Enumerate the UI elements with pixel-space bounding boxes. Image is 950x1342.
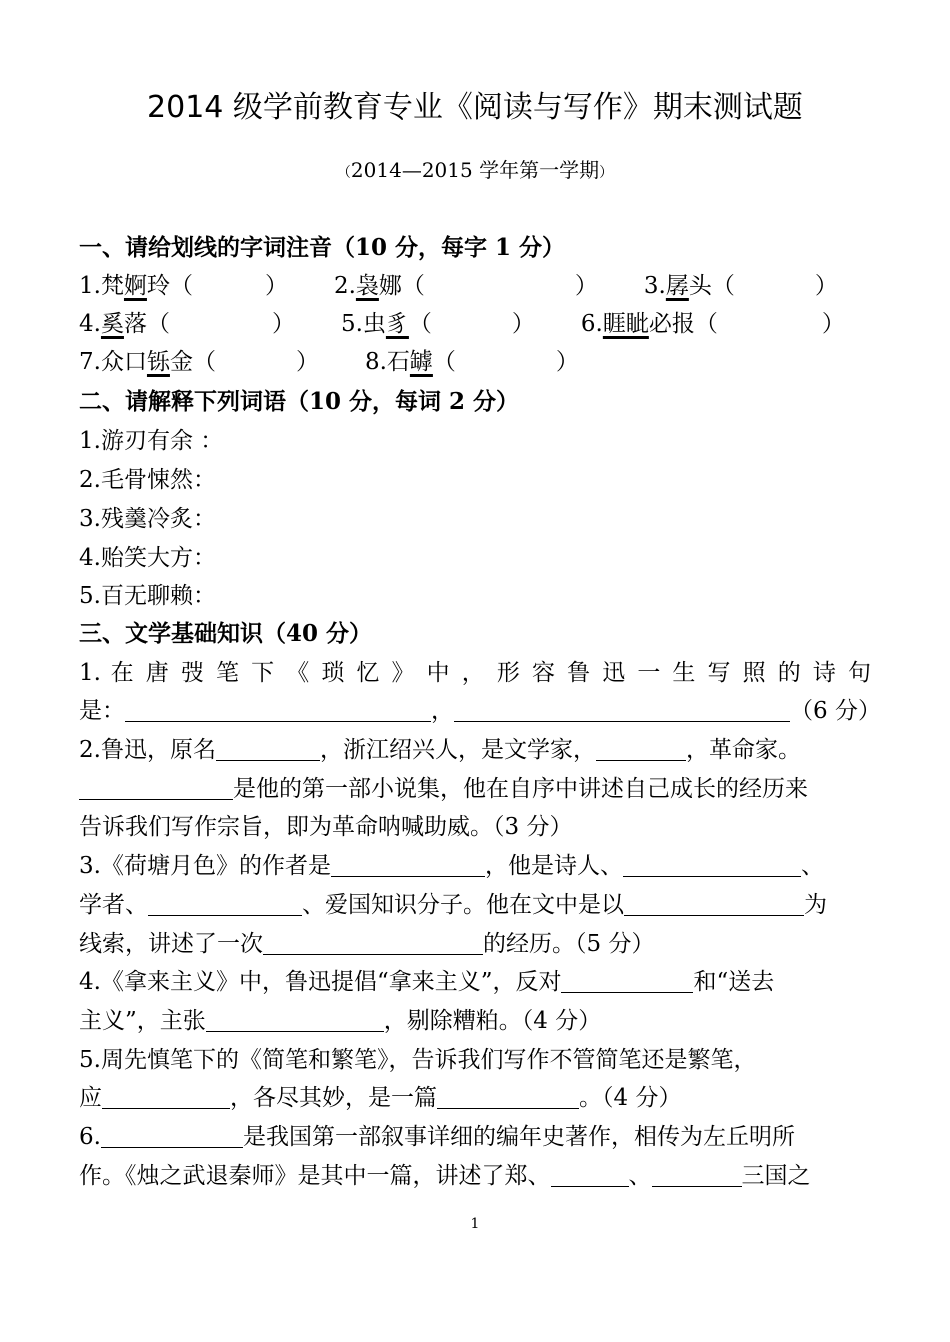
question-6-line-1: 6. 是我国第一部叙事详细的编年史著作，相传为左丘明所 (79, 1124, 795, 1150)
section-1-row-1: 1.梵婀玲（ ） 2.袅娜（ ） 3.孱头（ ） (79, 273, 838, 299)
answer-blank[interactable] (216, 736, 320, 761)
answer-blank[interactable] (79, 775, 233, 800)
section-2-item: 1.游刃有余 ： (79, 428, 224, 454)
question-5-line-2: 应 ，各尽其妙，是一篇 。（4 分） (79, 1085, 682, 1111)
page-title: 2014 级学前教育专业《阅读与写作》期末测试题 (147, 90, 803, 125)
underlined-char: 婀 (123, 273, 147, 299)
underlined-char: 睚眦 (602, 311, 649, 337)
section-2-item: 4.贻笑大方： (79, 545, 216, 571)
answer-blank[interactable] (596, 736, 686, 761)
section-2-item: 5.百无聊赖： (79, 583, 216, 609)
question-4-line-2: 主义”，主张 ，剔除糟粕。（4 分） (79, 1008, 602, 1034)
answer-blank[interactable] (148, 891, 302, 916)
question-6-line-2: 作。《烛之武退秦师》是其中一篇，讲述了郑、 、 三国之 (79, 1163, 811, 1189)
question-3-line-3: 线索，讲述了一次 的经历。（5 分） (79, 931, 655, 957)
answer-blank[interactable] (623, 852, 801, 877)
answer-blank[interactable] (206, 1007, 384, 1032)
answer-blank[interactable] (101, 1123, 243, 1148)
question-2-line-3: 告诉我们写作宗旨，即为革命呐喊助威。（3 分） (79, 814, 573, 840)
underlined-char: 袅 (355, 273, 379, 299)
answer-blank[interactable] (263, 930, 483, 955)
page-subtitle (0, 156, 950, 187)
section-1-row-2: 4.奚落（ ） 5.虫豸（ ） 6.睚眦必报（ ） (79, 311, 845, 337)
section-3-heading: 三、文学基础知识（40 分） (79, 620, 373, 647)
question-4-line-1: 4.《拿来主义》中，鲁迅提倡“拿来主义”，反对 和“送去 (79, 969, 775, 995)
answer-blank[interactable] (331, 852, 485, 877)
subtitle-open: （ (336, 165, 351, 181)
underlined-char: 孱 (665, 273, 689, 299)
answer-blank[interactable] (125, 697, 431, 722)
answer-blank[interactable] (652, 1162, 742, 1187)
question-2-line-2: 是他的第一部小说集，他在自序中讲述自己成长的经历来 (79, 774, 808, 804)
answer-blank[interactable] (624, 891, 804, 916)
question-5-line-1: 5.周先慎笔下的《简笔和繁笔》，告诉我们写作不管简笔还是繁笔， (79, 1047, 757, 1073)
question-1-line-2: 是： ， （6 分） (79, 698, 881, 724)
section-2-item: 3.残羹冷炙： (79, 506, 216, 532)
answer-blank[interactable] (102, 1084, 230, 1109)
answer-blank[interactable] (551, 1162, 629, 1187)
section-2-item: 2.毛骨悚然： (79, 467, 216, 493)
answer-blank[interactable] (561, 968, 693, 993)
question-1-line-1: 1. 在 唐 弢 笔 下 《 琐 忆 》 中 ， 形 容 鲁 迅 一 生 写 照 的 诗 句 (79, 660, 871, 686)
question-2-line-1: 2.鲁迅，原名 ，浙江绍兴人，是文学家， ，革命家。 (79, 737, 801, 763)
question-3-line-1: 3.《荷塘月色》的作者是 ，他是诗人、 、 (79, 853, 824, 879)
section-1-heading: 一、请给划线的字词注音（10 分，每字 1 分） (79, 234, 566, 261)
section-1-row-3: 7.众口铄金（ ） 8.石罅（ ） (79, 349, 579, 375)
underlined-char: 豸 (385, 311, 409, 337)
subtitle-close: ） (599, 165, 614, 181)
underlined-char: 铄 (146, 349, 170, 375)
subtitle-text: 2014—2015 学年第一学期 (350, 158, 600, 182)
underlined-char: 罅 (409, 349, 433, 375)
underlined-char: 奚 (100, 311, 124, 337)
page-number: 1 (470, 1216, 480, 1232)
answer-blank[interactable] (437, 1084, 579, 1109)
answer-blank[interactable] (454, 697, 790, 722)
question-3-line-2: 学者、 、爱国知识分子。他在文中是以 为 (79, 892, 827, 918)
section-2-heading: 二、请解释下列词语（10 分，每词 2 分） (79, 388, 520, 415)
